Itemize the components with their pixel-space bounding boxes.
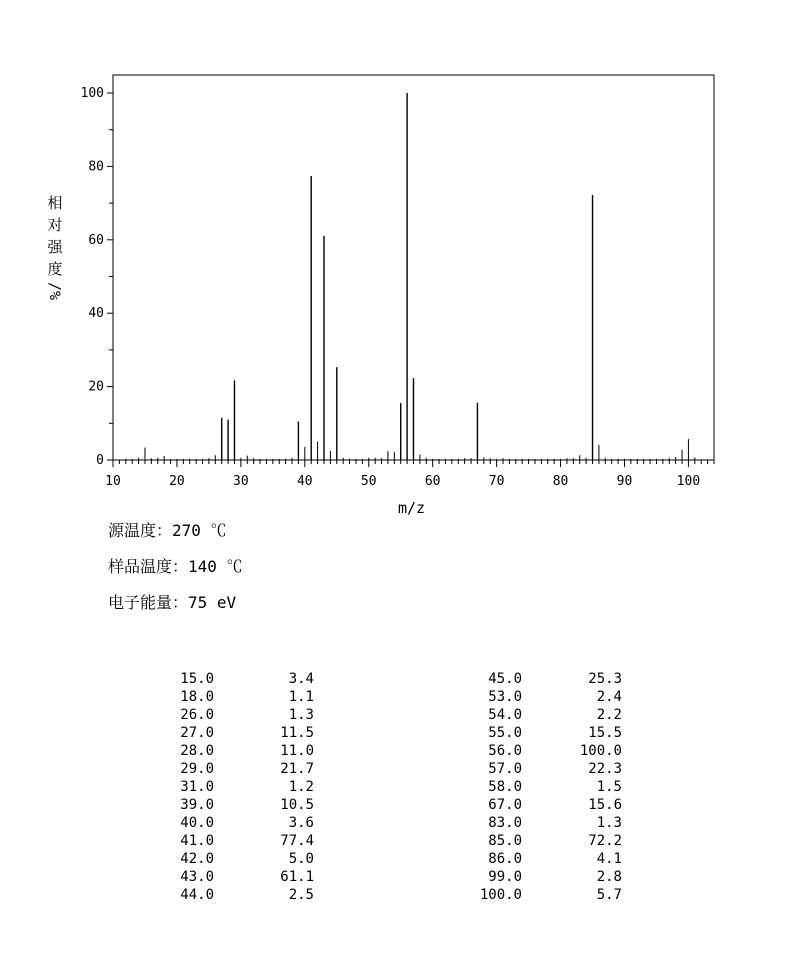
table-row [134, 850, 314, 868]
table-row [442, 724, 622, 742]
table-row [442, 814, 622, 832]
x-tick-label: 90 [616, 474, 633, 489]
table-row [134, 868, 314, 886]
abundance-value: 77.4 [280, 833, 314, 849]
source-temperature [108, 518, 227, 541]
table-row [134, 832, 314, 850]
x-tick-label: 80 [552, 474, 569, 489]
x-tick-label: 10 [105, 474, 121, 489]
mz-value: 55.0 [488, 725, 522, 741]
mz-value: 83.0 [488, 815, 522, 831]
abundance-value: 2.8 [596, 869, 622, 885]
mz-value: 26.0 [180, 707, 214, 723]
abundance-value: 1.3 [288, 707, 314, 723]
peak-table-left [134, 670, 314, 904]
table-row [442, 868, 622, 886]
y-tick-label: 80 [88, 159, 104, 175]
mz-value: 54.0 [488, 707, 522, 723]
abundance-value: 1.3 [596, 815, 622, 831]
table-row [134, 760, 314, 778]
table-row [134, 688, 314, 706]
mz-value: 56.0 [488, 743, 522, 759]
table-row [134, 796, 314, 814]
abundance-value: 10.5 [280, 797, 314, 813]
electron-energy [108, 590, 236, 613]
mz-value: 31.0 [180, 779, 214, 795]
abundance-value: 15.5 [588, 725, 622, 741]
y-axis-title-char: 对 [47, 216, 63, 234]
mz-value: 15.0 [180, 671, 214, 687]
y-tick-label: 100 [80, 86, 104, 101]
table-row [442, 886, 622, 904]
y-axis [81, 86, 113, 468]
x-tick-label: 60 [424, 474, 441, 489]
abundance-value: 21.7 [280, 761, 314, 777]
y-tick-label: 0 [96, 453, 104, 468]
abundance-value: 5.0 [288, 851, 314, 867]
abundance-value: 4.1 [596, 851, 622, 867]
abundance-value: 3.6 [288, 815, 314, 831]
mz-value: 41.0 [180, 833, 214, 849]
mz-value: 44.0 [180, 887, 214, 903]
electron-energy-label: 电子能量： [108, 593, 189, 612]
table-row [442, 760, 622, 778]
y-axis-title-char: 强 [47, 238, 63, 256]
abundance-value: 1.5 [596, 779, 622, 795]
x-tick-label: 30 [233, 474, 249, 489]
source-temperature-value: 270 ℃ [172, 521, 227, 540]
abundance-value: 2.5 [288, 887, 314, 903]
mz-value: 57.0 [488, 761, 522, 777]
table-row [442, 796, 622, 814]
mz-value: 58.0 [488, 779, 522, 795]
abundance-value: 5.7 [596, 887, 622, 903]
mz-value: 40.0 [180, 815, 214, 831]
mz-value: 39.0 [180, 797, 214, 813]
table-row [134, 778, 314, 796]
abundance-value: 72.2 [588, 833, 622, 849]
sample-temperature [108, 554, 243, 577]
table-row [134, 670, 314, 688]
abundance-value: 11.0 [280, 743, 314, 759]
abundance-value: 61.1 [280, 869, 314, 885]
source-temperature-label: 源温度： [108, 521, 173, 540]
table-row [442, 670, 622, 688]
table-row [134, 724, 314, 742]
abundance-value: 100.0 [579, 743, 622, 759]
y-axis-title-char: 度 [47, 260, 63, 278]
x-tick-label: 40 [296, 474, 313, 489]
abundance-value: 3.4 [288, 671, 314, 687]
table-row [442, 742, 622, 760]
y-axis-title-char: /% [46, 281, 64, 301]
abundance-value: 22.3 [588, 761, 622, 777]
abundance-value: 1.1 [288, 689, 314, 705]
peak-table-right [442, 670, 622, 904]
y-tick-label: 60 [88, 232, 104, 248]
sample-temperature-label: 样品温度： [108, 557, 189, 576]
table-row [442, 850, 622, 868]
mz-value: 100.0 [479, 887, 522, 903]
mz-value: 67.0 [488, 797, 522, 813]
table-row [442, 706, 622, 724]
mz-value: 18.0 [180, 689, 214, 705]
mz-value: 27.0 [180, 725, 214, 741]
sample-temperature-value: 140 ℃ [188, 557, 243, 576]
y-tick-label: 20 [88, 379, 104, 395]
mz-value: 86.0 [488, 851, 522, 867]
mz-value: 53.0 [488, 689, 522, 705]
mz-value: 45.0 [488, 671, 522, 687]
table-row [442, 778, 622, 796]
table-row [442, 832, 622, 850]
abundance-value: 11.5 [280, 725, 314, 741]
table-row [134, 742, 314, 760]
table-row [134, 814, 314, 832]
x-tick-label: 70 [488, 474, 505, 489]
abundance-value: 15.6 [588, 797, 622, 813]
electron-energy-value: 75 eV [188, 593, 237, 612]
mz-value: 85.0 [488, 833, 522, 849]
y-tick-label: 40 [88, 306, 104, 322]
table-row [134, 886, 314, 904]
abundance-value: 2.4 [596, 689, 622, 705]
x-tick-label: 20 [169, 474, 185, 489]
x-axis [105, 460, 714, 489]
mz-value: 29.0 [180, 761, 214, 777]
table-row [442, 688, 622, 706]
mz-value: 99.0 [488, 869, 522, 885]
abundance-value: 2.2 [596, 707, 622, 723]
abundance-value: 1.2 [288, 779, 314, 795]
mz-value: 43.0 [180, 869, 214, 885]
mz-value: 42.0 [180, 851, 214, 867]
x-tick-label: 50 [360, 474, 377, 489]
abundance-value: 25.3 [588, 671, 622, 687]
y-axis-title-char: 相 [47, 194, 63, 212]
table-row [134, 706, 314, 724]
peak-bars [126, 93, 695, 460]
x-tick-label: 100 [676, 474, 701, 489]
mz-value: 28.0 [180, 743, 214, 759]
x-axis-title: m/z [397, 499, 426, 517]
